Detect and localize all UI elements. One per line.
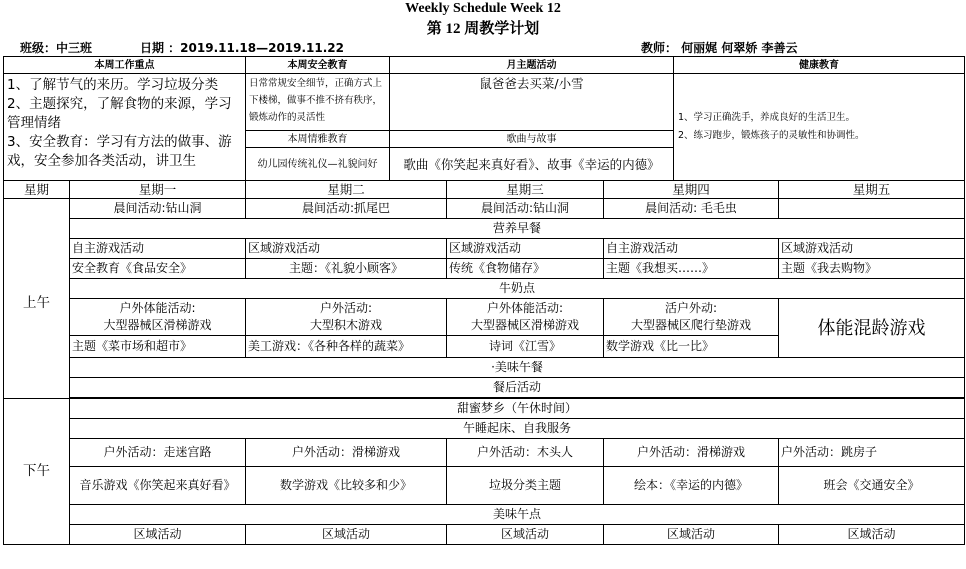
after-meal-row: 餐后活动 xyxy=(70,378,965,398)
header-etiquette: 本周情雅教育 xyxy=(246,131,390,148)
focus-line: 3、安全教育：学习有方法的做事、游戏，安全参加各类活动，讲卫生 xyxy=(7,134,232,169)
day-header: 星期二 xyxy=(246,181,447,199)
wake-row: 午睡起床、自我服务 xyxy=(70,419,965,439)
day-header: 星期五 xyxy=(779,181,965,199)
outdoor-detail: 大型器械区滑梯游戏 xyxy=(103,318,212,332)
lesson-cell: 数学游戏《比一比》 xyxy=(604,336,779,358)
afternoon-outdoor: 户外活动：跳房子 xyxy=(779,439,965,467)
date-info: 日期 ：2019.11.18—2019.11.22 xyxy=(140,41,345,55)
health-list xyxy=(674,74,965,181)
lunch-row: ·美味午餐 xyxy=(70,358,965,378)
area-cell: 区域活动 xyxy=(246,525,447,545)
focus-line: 1、了解节气的来历。学习垃圾分类 xyxy=(7,77,219,93)
morning-activity: 晨间活动:抓尾巴 xyxy=(246,199,447,219)
area-cell: 区域活动 xyxy=(604,525,779,545)
focus-line: 2、主题探究，了解食物的来源，学习管理情绪 xyxy=(7,96,232,131)
game-cell: 区域游戏活动 xyxy=(779,239,965,259)
afternoon-label: 下午 xyxy=(4,399,70,545)
outdoor-title: 户外体能活动: xyxy=(119,301,196,315)
afternoon-outdoor: 户外活动：走迷宫路 xyxy=(70,439,246,467)
game-cell: 自主游戏活动 xyxy=(70,239,246,259)
afternoon-outdoor: 户外活动：滑梯游戏 xyxy=(246,439,447,467)
schedule-table xyxy=(3,56,965,545)
lesson-cell: 主题：《礼貌小顾客》 xyxy=(246,259,447,279)
afternoon-lesson: 数学游戏《比较多和少》 xyxy=(246,467,447,505)
lesson-cell: 主题《我去购物》 xyxy=(779,259,965,279)
area-cell: 区域活动 xyxy=(779,525,965,545)
afternoon-lesson: 垃圾分类主题 xyxy=(447,467,604,505)
snack-row: 美味午点 xyxy=(70,505,965,525)
focus-text xyxy=(4,74,246,181)
lesson-cell: 诗词《江雪》 xyxy=(447,336,604,358)
afternoon-lesson: 绘本：《幸运的内德》 xyxy=(604,467,779,505)
lesson-cell: 美工游戏：《各种各样的蔬菜》 xyxy=(246,336,447,358)
afternoon-outdoor: 户外活动：滑梯游戏 xyxy=(604,439,779,467)
area-cell: 区域活动 xyxy=(70,525,246,545)
header-safety: 本周安全教育 xyxy=(246,57,390,74)
header-focus: 本周工作重点 xyxy=(4,57,246,74)
outdoor-cell xyxy=(70,299,246,336)
outdoor-title: 活户外动: xyxy=(664,301,718,315)
lesson-cell: 主题《菜市场和超市》 xyxy=(70,336,246,358)
day-header: 星期一 xyxy=(70,181,246,199)
area-cell: 区域活动 xyxy=(447,525,604,545)
outdoor-cell xyxy=(447,299,604,336)
outdoor-detail: 大型器械区滑梯游戏 xyxy=(470,318,579,332)
week-label: 星期 xyxy=(4,181,70,199)
game-cell: 自主游戏活动 xyxy=(604,239,779,259)
afternoon-outdoor: 户外活动：木头人 xyxy=(447,439,604,467)
day-header: 星期三 xyxy=(447,181,604,199)
nap-row: 甜蜜梦乡（午休时间） xyxy=(70,399,965,419)
milk-row: 牛奶点 xyxy=(70,279,965,299)
lesson-cell: 传统《食物储存》 xyxy=(447,259,604,279)
teacher-info: 教师： 何丽娓 何翠娇 李善云 xyxy=(641,41,798,55)
morning-label: 上午 xyxy=(4,199,70,399)
header-health: 健康教育 xyxy=(674,57,965,74)
outdoor-title: 户外活动: xyxy=(319,301,373,315)
theme-text: 鼠爸爸去买菜/小雪 xyxy=(390,74,674,131)
outdoor-cell xyxy=(604,299,779,336)
safety-text: 日常常规安全细节，正确方式上下楼梯，做事不推不挤有秩序，锻炼动作的灵活性 xyxy=(246,74,390,131)
outdoor-detail: 大型积木游戏 xyxy=(309,318,382,332)
header-songs: 歌曲与故事 xyxy=(390,131,674,148)
mixed-age-games: 体能混龄游戏 xyxy=(779,299,965,358)
header-theme: 月主题活动 xyxy=(390,57,674,74)
game-cell: 区域游戏活动 xyxy=(246,239,447,259)
afternoon-lesson: 班会《交通安全》 xyxy=(779,467,965,505)
morning-activity: 晨间活动:钻山洞 xyxy=(447,199,604,219)
breakfast-row: 营养早餐 xyxy=(70,219,965,239)
outdoor-cell xyxy=(246,299,447,336)
outdoor-title: 户外体能活动: xyxy=(486,301,564,315)
health-item: 1、学习正确洗手，养成良好的生活卫生。 xyxy=(678,112,856,123)
morning-activity: 晨间活动:钻山洞 xyxy=(70,199,246,219)
lesson-cell: 主题《我想买……》 xyxy=(604,259,779,279)
game-cell: 区域游戏活动 xyxy=(447,239,604,259)
day-header: 星期四 xyxy=(604,181,779,199)
class-info: 班级：中三班 xyxy=(20,41,93,55)
afternoon-lesson: 音乐游戏《你笑起来真好看》 xyxy=(70,467,246,505)
outdoor-detail: 大型器械区爬行垫游戏 xyxy=(631,318,752,332)
title-en: Weekly Schedule Week 12 xyxy=(405,1,561,16)
morning-activity: 晨间活动: 毛毛虫 xyxy=(604,199,779,219)
songs-text: 歌曲《你笑起来真好看》、故事《幸运的内德》 xyxy=(390,148,674,181)
health-item: 2、练习跑步，锻炼孩子的灵敏性和协调性。 xyxy=(678,130,865,141)
lesson-cell: 安全教育《食品安全》 xyxy=(70,259,246,279)
morning-activity xyxy=(779,199,965,219)
etiquette-text: 幼儿园传统礼仪—礼貌问好 xyxy=(246,148,390,181)
title-cn: 第 12 周教学计划 xyxy=(426,21,540,37)
